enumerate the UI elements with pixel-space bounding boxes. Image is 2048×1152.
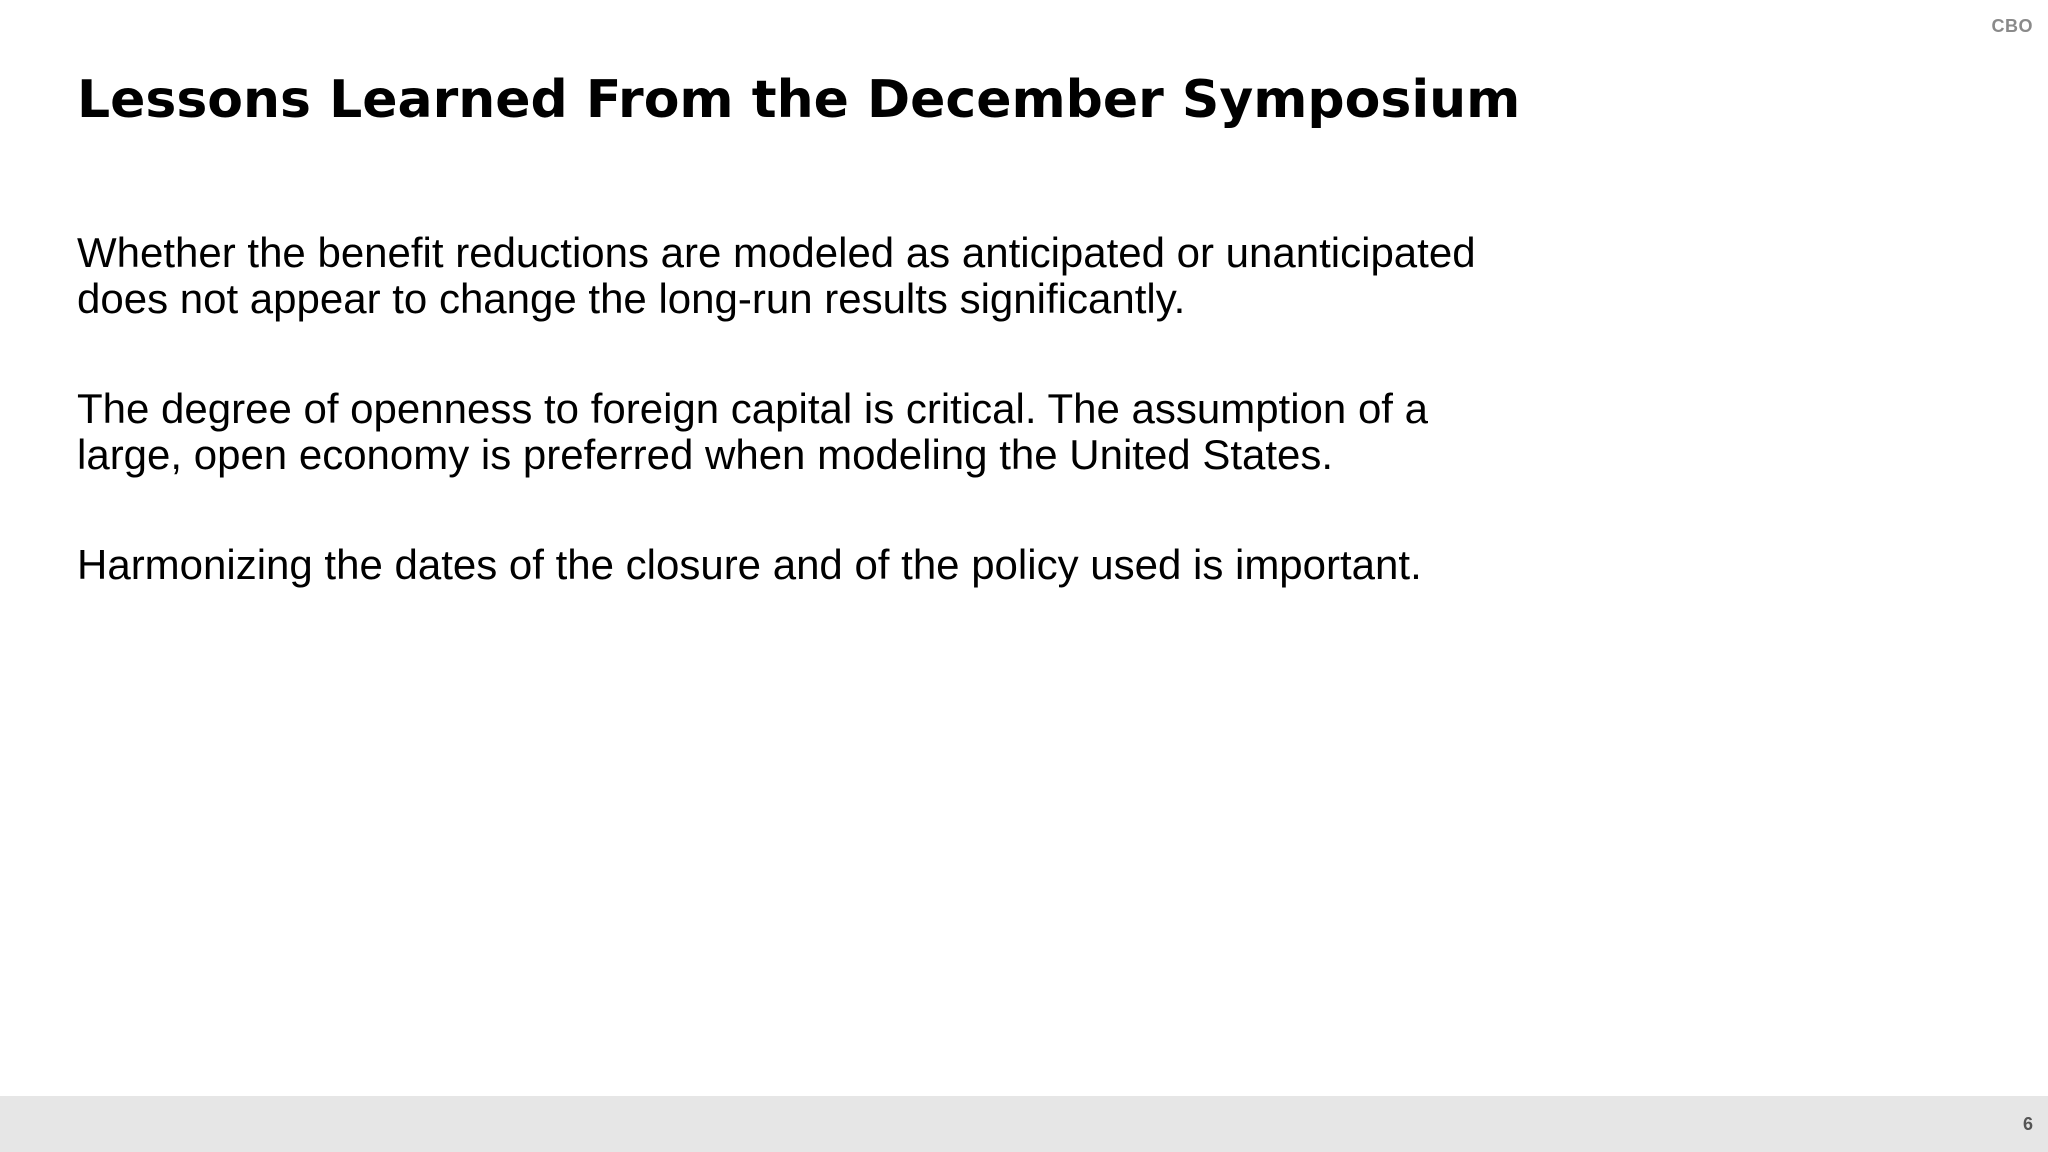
footer-bar xyxy=(0,1096,2048,1152)
slide-body xyxy=(77,230,1517,652)
slide-point-3: Harmonizing the dates of the closure and of the policy used is important. xyxy=(77,541,1422,588)
slide-point-2: The degree of openness to foreign capital is critical. The assumption of a large, open economy is preferred when modeling the United States. xyxy=(77,385,1428,478)
page-number: 6 xyxy=(2022,1114,2033,1134)
org-mark: CBO xyxy=(1991,16,2033,36)
slide-title: Lessons Learned From the December Symposium xyxy=(77,70,1521,130)
slide-point-1: Whether the benefit reductions are modeled as anticipated or unanticipated does not appear to change the long-run results significantly. xyxy=(77,229,1476,322)
